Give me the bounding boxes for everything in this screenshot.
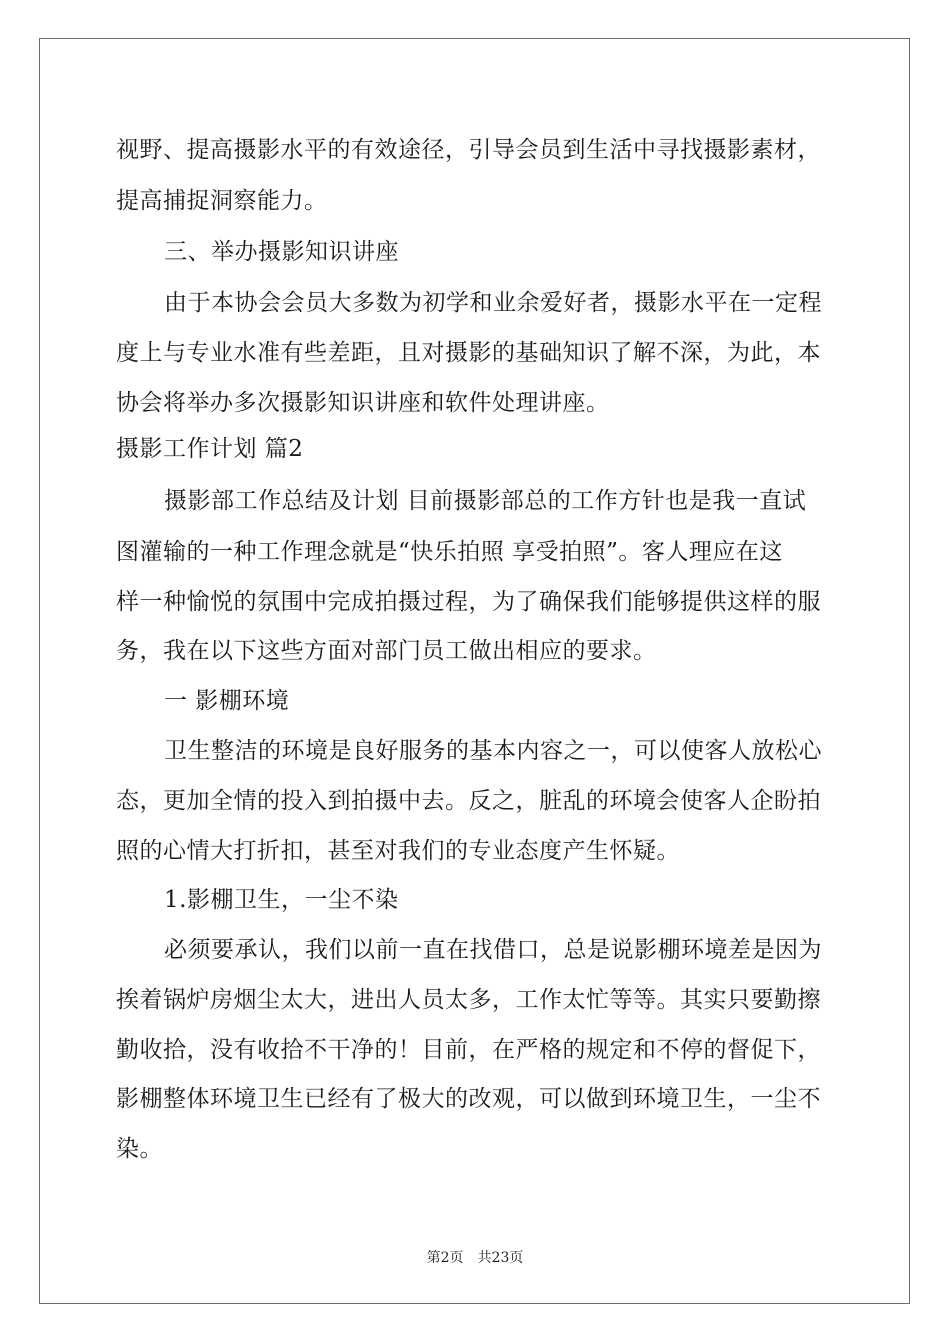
paragraph-line: 样一种愉悦的氛围中完成拍摄过程，为了确保我们能够提供这样的服 xyxy=(116,589,821,615)
page-footer xyxy=(0,1249,950,1267)
paragraph-line: 度上与专业水准有些差距，且对摄影的基础知识了解不深，为此，本 xyxy=(116,340,821,366)
page-border xyxy=(39,38,910,1304)
page-total: 共23页 xyxy=(477,1250,524,1266)
paragraph-line: 勤收拾，没有收拾不干净的！目前，在严格的规定和不停的督促下， xyxy=(116,1037,821,1063)
paragraph-line: 挨着锅炉房烟尘太大，进出人员太多，工作太忙等等。其实只要勤擦 xyxy=(116,987,821,1013)
page-number: 第2页 xyxy=(426,1250,464,1266)
paragraph-line: 提高捕捉洞察能力。 xyxy=(116,188,328,214)
section-heading: 一 影棚环境 xyxy=(164,688,290,714)
paragraph-line: 卫生整洁的环境是良好服务的基本内容之一，可以使客人放松心 xyxy=(164,738,822,764)
paragraph-line: 协会将举办多次摄影知识讲座和软件处理讲座。 xyxy=(116,390,610,416)
paragraph-line: 摄影部工作总结及计划 目前摄影部总的工作方针也是我一直试 xyxy=(164,488,807,514)
paragraph-line: 必须要承认，我们以前一直在找借口，总是说影棚环境差是因为 xyxy=(164,937,822,963)
paragraph-line: 照的心情大打折扣，甚至对我们的专业态度产生怀疑。 xyxy=(116,838,680,864)
section-heading: 1.影棚卫生，一尘不染 xyxy=(164,887,399,913)
paragraph-line: 由于本协会会员大多数为初学和业余爱好者，摄影水平在一定程 xyxy=(164,290,822,316)
paragraph-line: 态，更加全情的投入到拍摄中去。反之，脏乱的环境会使客人企盼拍 xyxy=(116,788,821,814)
paragraph-line: 染。 xyxy=(116,1136,163,1162)
paragraph-line: 影棚整体环境卫生已经有了极大的改观，可以做到环境卫生，一尘不 xyxy=(116,1086,821,1112)
paragraph-line: 务，我在以下这些方面对部门员工做出相应的要求。 xyxy=(116,638,657,664)
section-heading: 三、举办摄影知识讲座 xyxy=(164,239,399,265)
paragraph-line: 视野、提高摄影水平的有效途径，引导会员到生活中寻找摄影素材， xyxy=(116,137,821,163)
paragraph-line: 图灌输的一种工作理念就是“快乐拍照 享受拍照”。客人理应在这 xyxy=(116,539,783,565)
article-title: 摄影工作计划 篇2 xyxy=(116,436,304,462)
